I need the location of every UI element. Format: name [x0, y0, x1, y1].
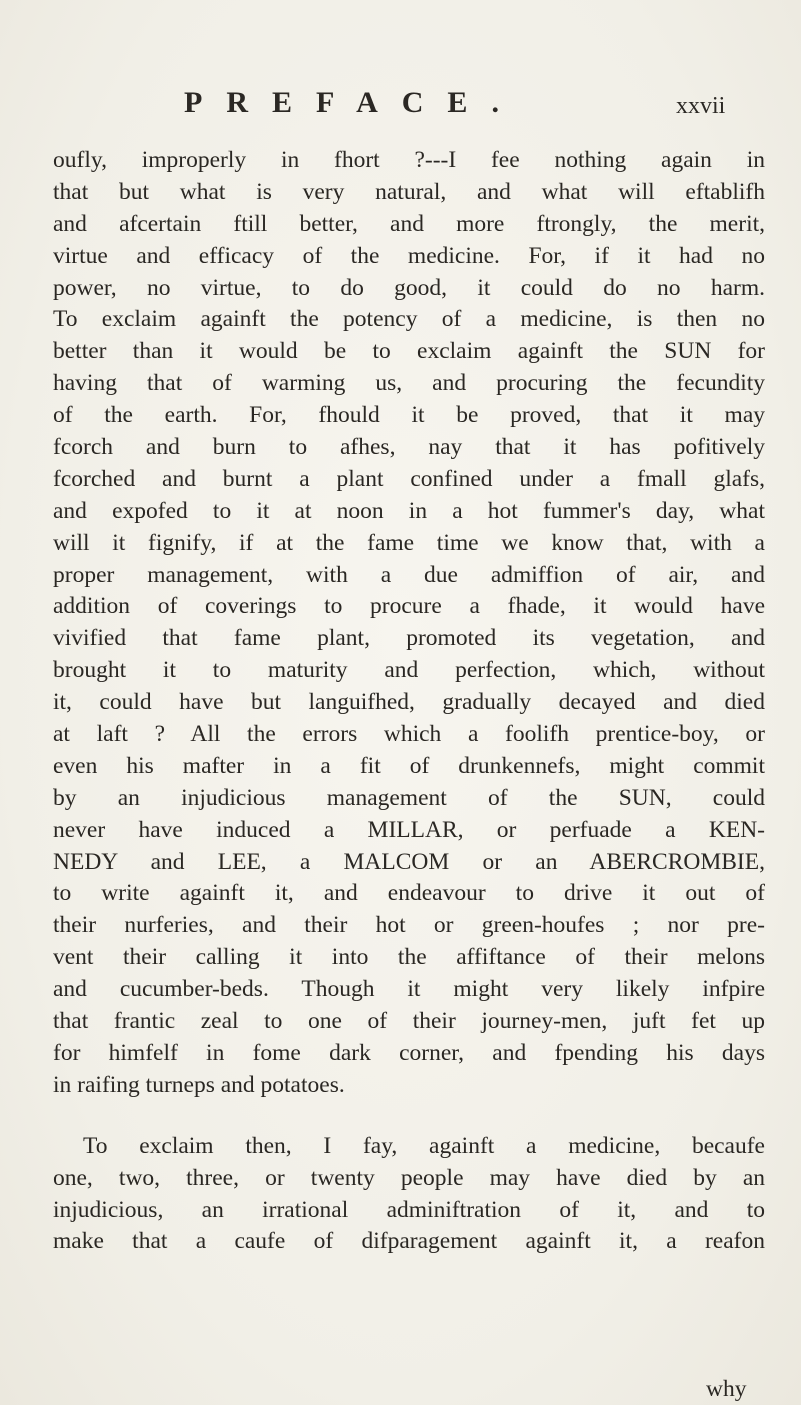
running-title: PREFACE.: [184, 86, 523, 119]
text-line: To exclaim then, I fay, againft a medicine, becaufe: [83, 1132, 765, 1159]
catchword: why: [706, 1376, 747, 1402]
text-line: oufly, improperly in fhort ?---I fee nothing again in: [53, 147, 765, 173]
text-line: make that a caufe of difparagement againft it, a reafon: [53, 1228, 765, 1255]
text-line: addition of coverings to procure a fhade, it would have: [53, 593, 765, 620]
text-line: power, no virtue, to do good, it could do no harm.: [53, 274, 765, 301]
text-line: for himfelf in fome dark corner, and fpending his days: [53, 1039, 765, 1066]
text-line: their nurferies, and their hot or green-houfes ; nor pre-: [53, 912, 765, 939]
paragraph-gap: [53, 1102, 765, 1131]
text-line: even his mafter in a fit of drunkennefs, might commit: [53, 752, 765, 779]
text-line: that but what is very natural, and what will eftablifh: [53, 178, 765, 205]
page-number: xxvii: [676, 93, 726, 119]
text-line: injudicious, an irrational adminiftration of it, and to: [53, 1196, 765, 1223]
text-line: brought it to maturity and perfection, which, without: [53, 657, 765, 684]
text-line: one, two, three, or twenty people may have died by an: [53, 1164, 765, 1191]
paragraph-2: [53, 1131, 765, 1259]
text-line: in raifing turneps and potatoes.: [53, 1071, 345, 1098]
text-line: fcorched and burnt a plant confined under a fmall glafs,: [53, 465, 765, 492]
text-line: virtue and efficacy of the medicine. For, if it had no: [53, 242, 765, 269]
paragraph-1: [53, 145, 765, 1102]
text-line: at laft ? All the errors which a foolifh prentice-boy, or: [53, 721, 765, 748]
text-line: vivified that fame plant, promoted its vegetation, and: [53, 625, 765, 652]
text-line: of the earth. For, fhould it be proved, that it may: [53, 402, 765, 429]
body-text: [53, 145, 765, 1258]
text-line: and expofed to it at noon in a hot fummer's day, what: [53, 497, 765, 524]
text-line: that frantic zeal to one of their journey-men, juft fet up: [53, 1008, 765, 1035]
text-line: by an injudicious management of the SUN, could: [53, 784, 765, 811]
text-line: to write againft it, and endeavour to drive it out of: [53, 880, 765, 907]
text-line: never have induced a MILLAR, or perfuade a KEN-: [53, 816, 765, 843]
text-line: it, could have but languifhed, gradually decayed and died: [53, 689, 765, 716]
text-line: better than it would be to exclaim againft the SUN for: [53, 338, 765, 365]
text-line: NEDY and LEE, a MALCOM or an ABERCROMBIE,: [53, 848, 765, 875]
text-line: and afcertain ftill better, and more ftrongly, the merit,: [53, 210, 765, 237]
text-line: fcorch and burn to afhes, nay that it has pofitively: [53, 434, 765, 461]
text-line: vent their calling it into the affiftance of their melons: [53, 944, 765, 971]
text-line: To exclaim againft the potency of a medicine, is then no: [53, 306, 765, 333]
text-line: proper management, with a due admiffion of air, and: [53, 561, 765, 588]
text-line: will it fignify, if at the fame time we know that, with a: [53, 529, 765, 556]
text-line: having that of warming us, and procuring the fecundity: [53, 370, 765, 397]
text-line: and cucumber-beds. Though it might very likely infpire: [53, 976, 765, 1003]
